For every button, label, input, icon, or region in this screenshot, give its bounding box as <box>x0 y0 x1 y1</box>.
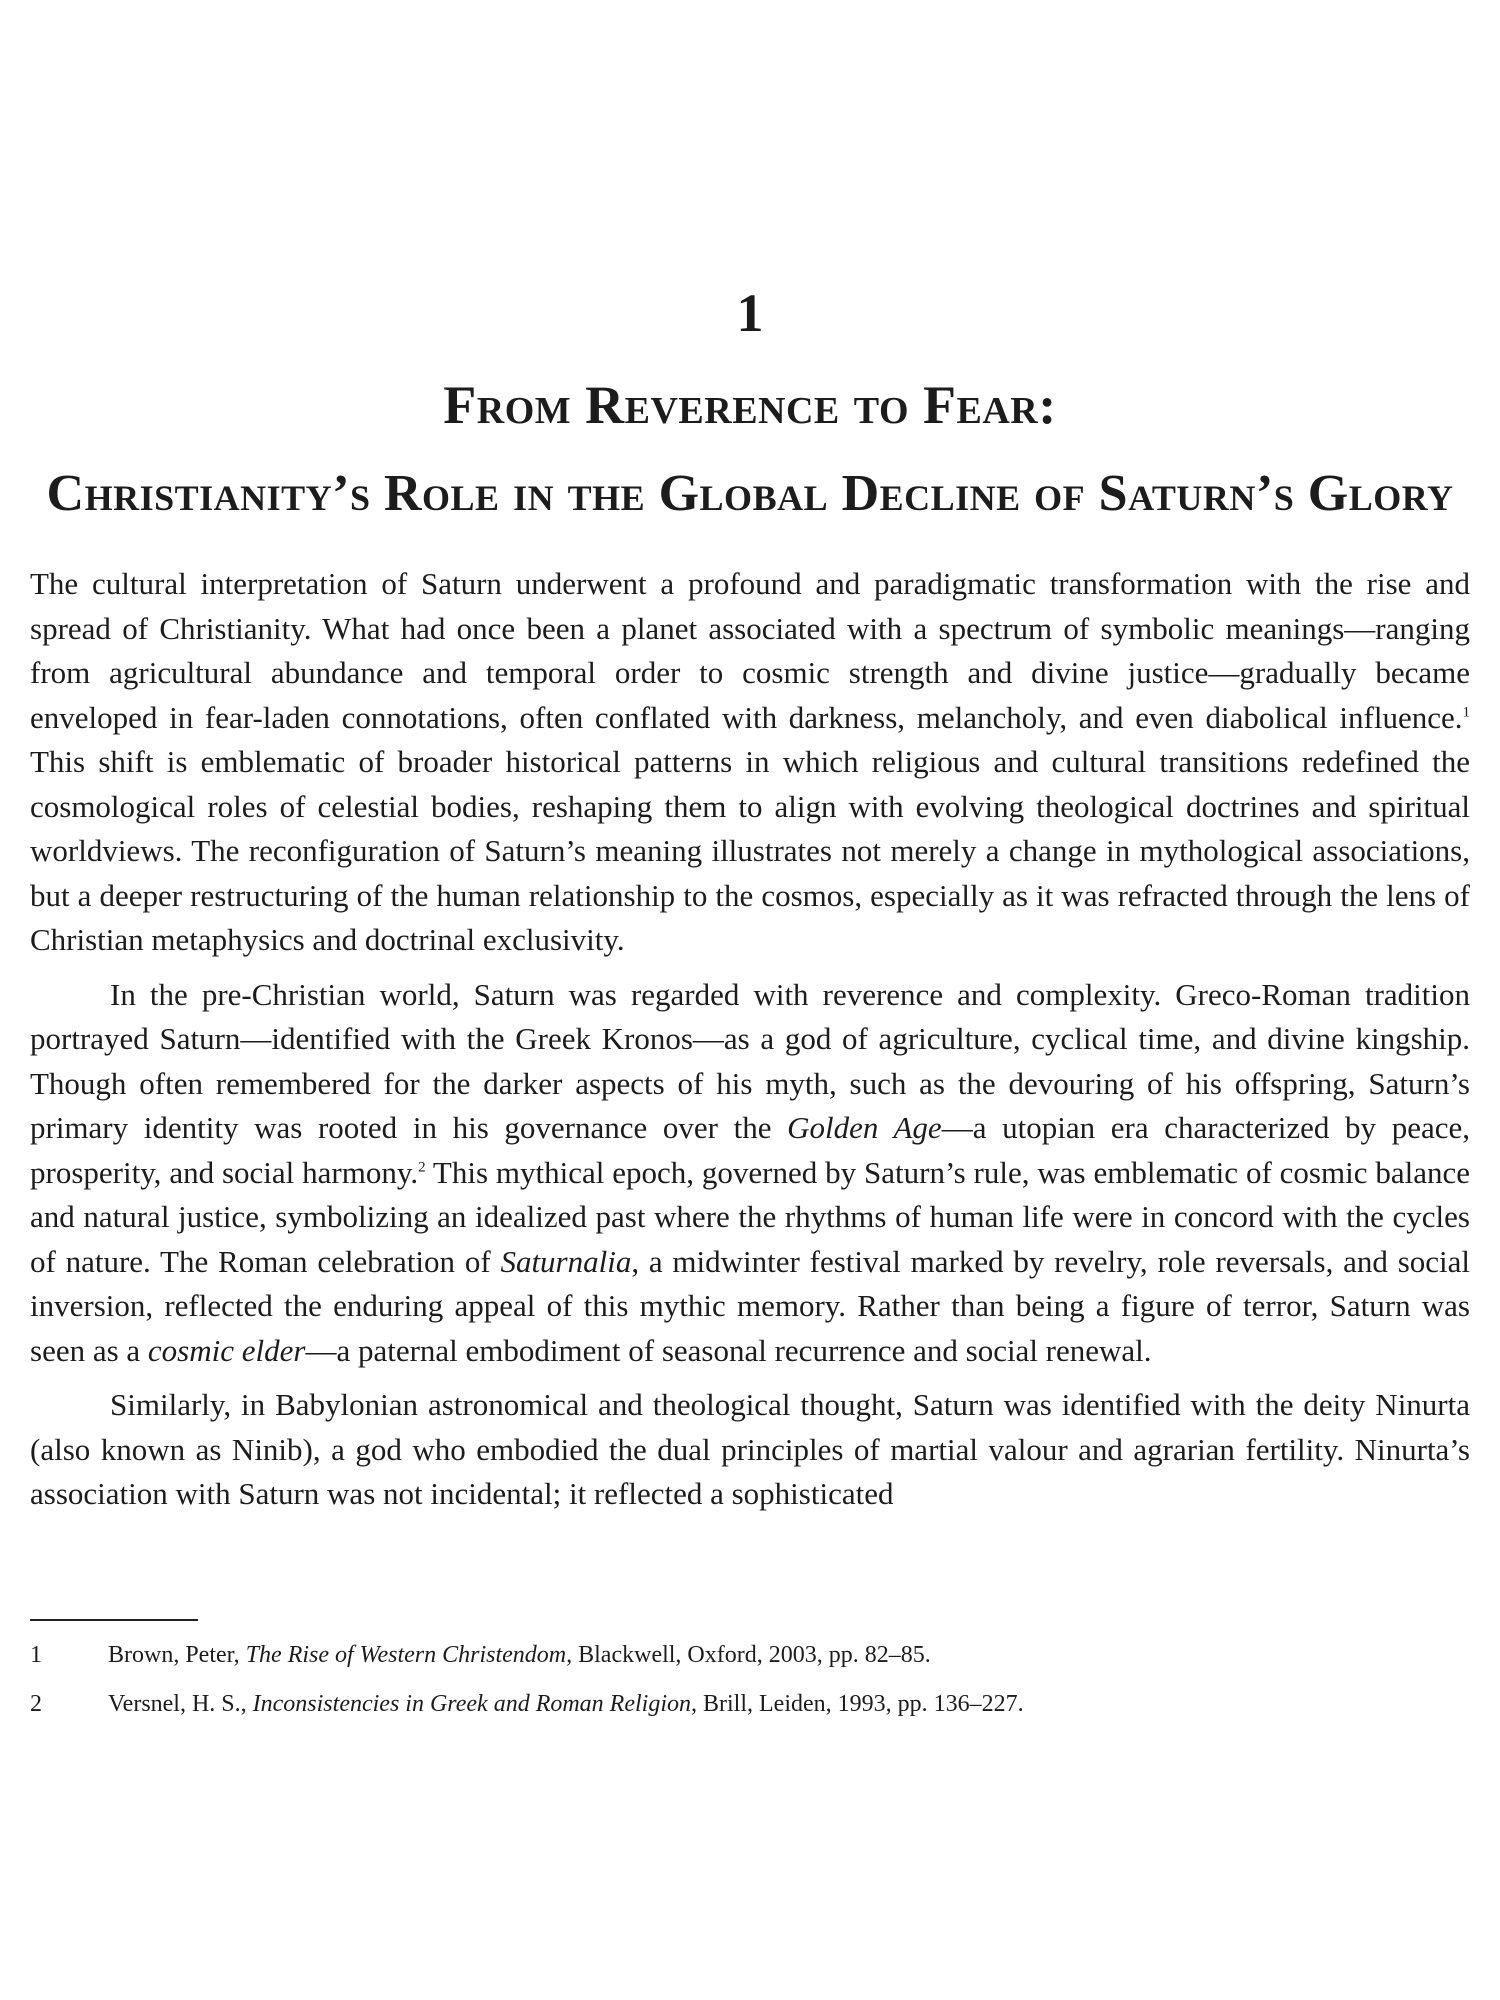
chapter-title-line-1: From Reverence to Fear: <box>443 375 1057 435</box>
paragraph-2-emphasis-cosmic-elder: cosmic elder <box>147 1332 306 1368</box>
footnote-ref-2: 2 <box>418 1159 426 1176</box>
paragraph-2-emphasis-golden-age: Golden Age <box>787 1110 942 1145</box>
paragraph-2-text-a: In the pre-Christian world, Saturn was regarded with reverence and complexity. Greco-Roman tradition portrayed Saturn—identified with the Greek Kronos—as a god of agriculture, cyclical time, and divine kingship. Though often remembered for the darker aspects of his myth, such as the devouring of his offspring, Saturn’s primary identity was rooted in his governance over the <box>30 976 1470 1145</box>
paragraph-3: Similarly, in Babylonian astronomical and theological thought, Saturn was identified with the deity Ninurta (also known as Ninib), a god who embodied the dual principles of martial valour and agrarian fertility. Ninurta’s association with Saturn was not incidental; it reflected a sophisticated <box>30 1387 1470 1511</box>
footnote-ref-1: 1 <box>1462 704 1470 721</box>
paragraph-2-emphasis-saturnalia: Saturnalia <box>500 1243 632 1279</box>
paragraph-2-text-e: —a paternal embodiment of seasonal recurrence and social renewal. <box>305 1332 1152 1368</box>
footnote-work-title: Inconsistencies in Greek and Roman Religion, <box>252 1691 697 1717</box>
footnote-text <box>108 1687 1024 1721</box>
paragraph-1-text-b: This shift is emblematic of broader historical patterns in which religious and cultural transitions redefined the cosmological roles of celestial bodies, reshaping them to align with evolving theological doctrines and spiritual worldviews. The reconfiguration of Saturn’s meaning illustrates not merely a change in mythological associations, but a deeper restructuring of the human relationship to the cosmos, especially as it was refracted through the lens of Christian metaphysics and doctrinal exclusivity. <box>30 744 1470 957</box>
book-page <box>30 0 1470 2000</box>
footnote-divider <box>30 1619 198 1621</box>
footnote <box>30 1638 1470 1672</box>
paragraph-2-text-c: This mythical epoch, governed by Saturn’s rule, was emblematic of cosmic balance and natural justice, symbolizing an idealized past where the rhythms of human life were in concord with the cycles of nature. The Roman celebration of <box>30 1154 1470 1279</box>
footnote-number: 2 <box>30 1691 42 1717</box>
footnote-publication: Brill, Leiden, 1993, pp. 136–227. <box>697 1691 1024 1717</box>
paragraph-1-text-a: The cultural interpretation of Saturn underwent a profound and paradigmatic transformation with the rise and spread of Christianity. What had once been a planet associated with a spectrum of symbolic meanings—ranging from agricultural abundance and temporal order to cosmic strength and divine justice—gradually became enveloped in fear-laden connotations, often conflated with darkness, melancholy, and even diabolical influence. <box>30 566 1470 735</box>
footnote-text <box>108 1638 931 1672</box>
chapter-number: 1 <box>736 283 764 343</box>
footnote-publication: Blackwell, Oxford, 2003, pp. 82–85. <box>572 1642 931 1668</box>
footnote-work-title: The Rise of Western Christendom, <box>245 1642 573 1668</box>
paragraph-2 <box>30 973 1470 1374</box>
footnote <box>30 1687 1470 1721</box>
paragraph-1 <box>30 562 1470 963</box>
paragraph-2-text-d: , a midwinter festival marked by revelry, role reversals, and social inversion, reflected the enduring appeal of this mythic memory. Rather than being a figure of terror, Saturn was seen as a <box>30 1243 1470 1368</box>
footnote-author: Versnel, H. S., <box>108 1691 253 1717</box>
footnote-author: Brown, Peter, <box>108 1642 246 1668</box>
chapter-title-line-2: Christianity’s Role in the Global Decline of Saturn’s Glory <box>46 465 1454 522</box>
footnotes <box>30 1638 1470 1736</box>
paragraph-2-text-b: —a utopian era characterized by peace, prosperity, and social harmony. <box>30 1110 1470 1190</box>
chapter-body <box>30 562 1470 1527</box>
footnote-number: 1 <box>30 1642 42 1668</box>
